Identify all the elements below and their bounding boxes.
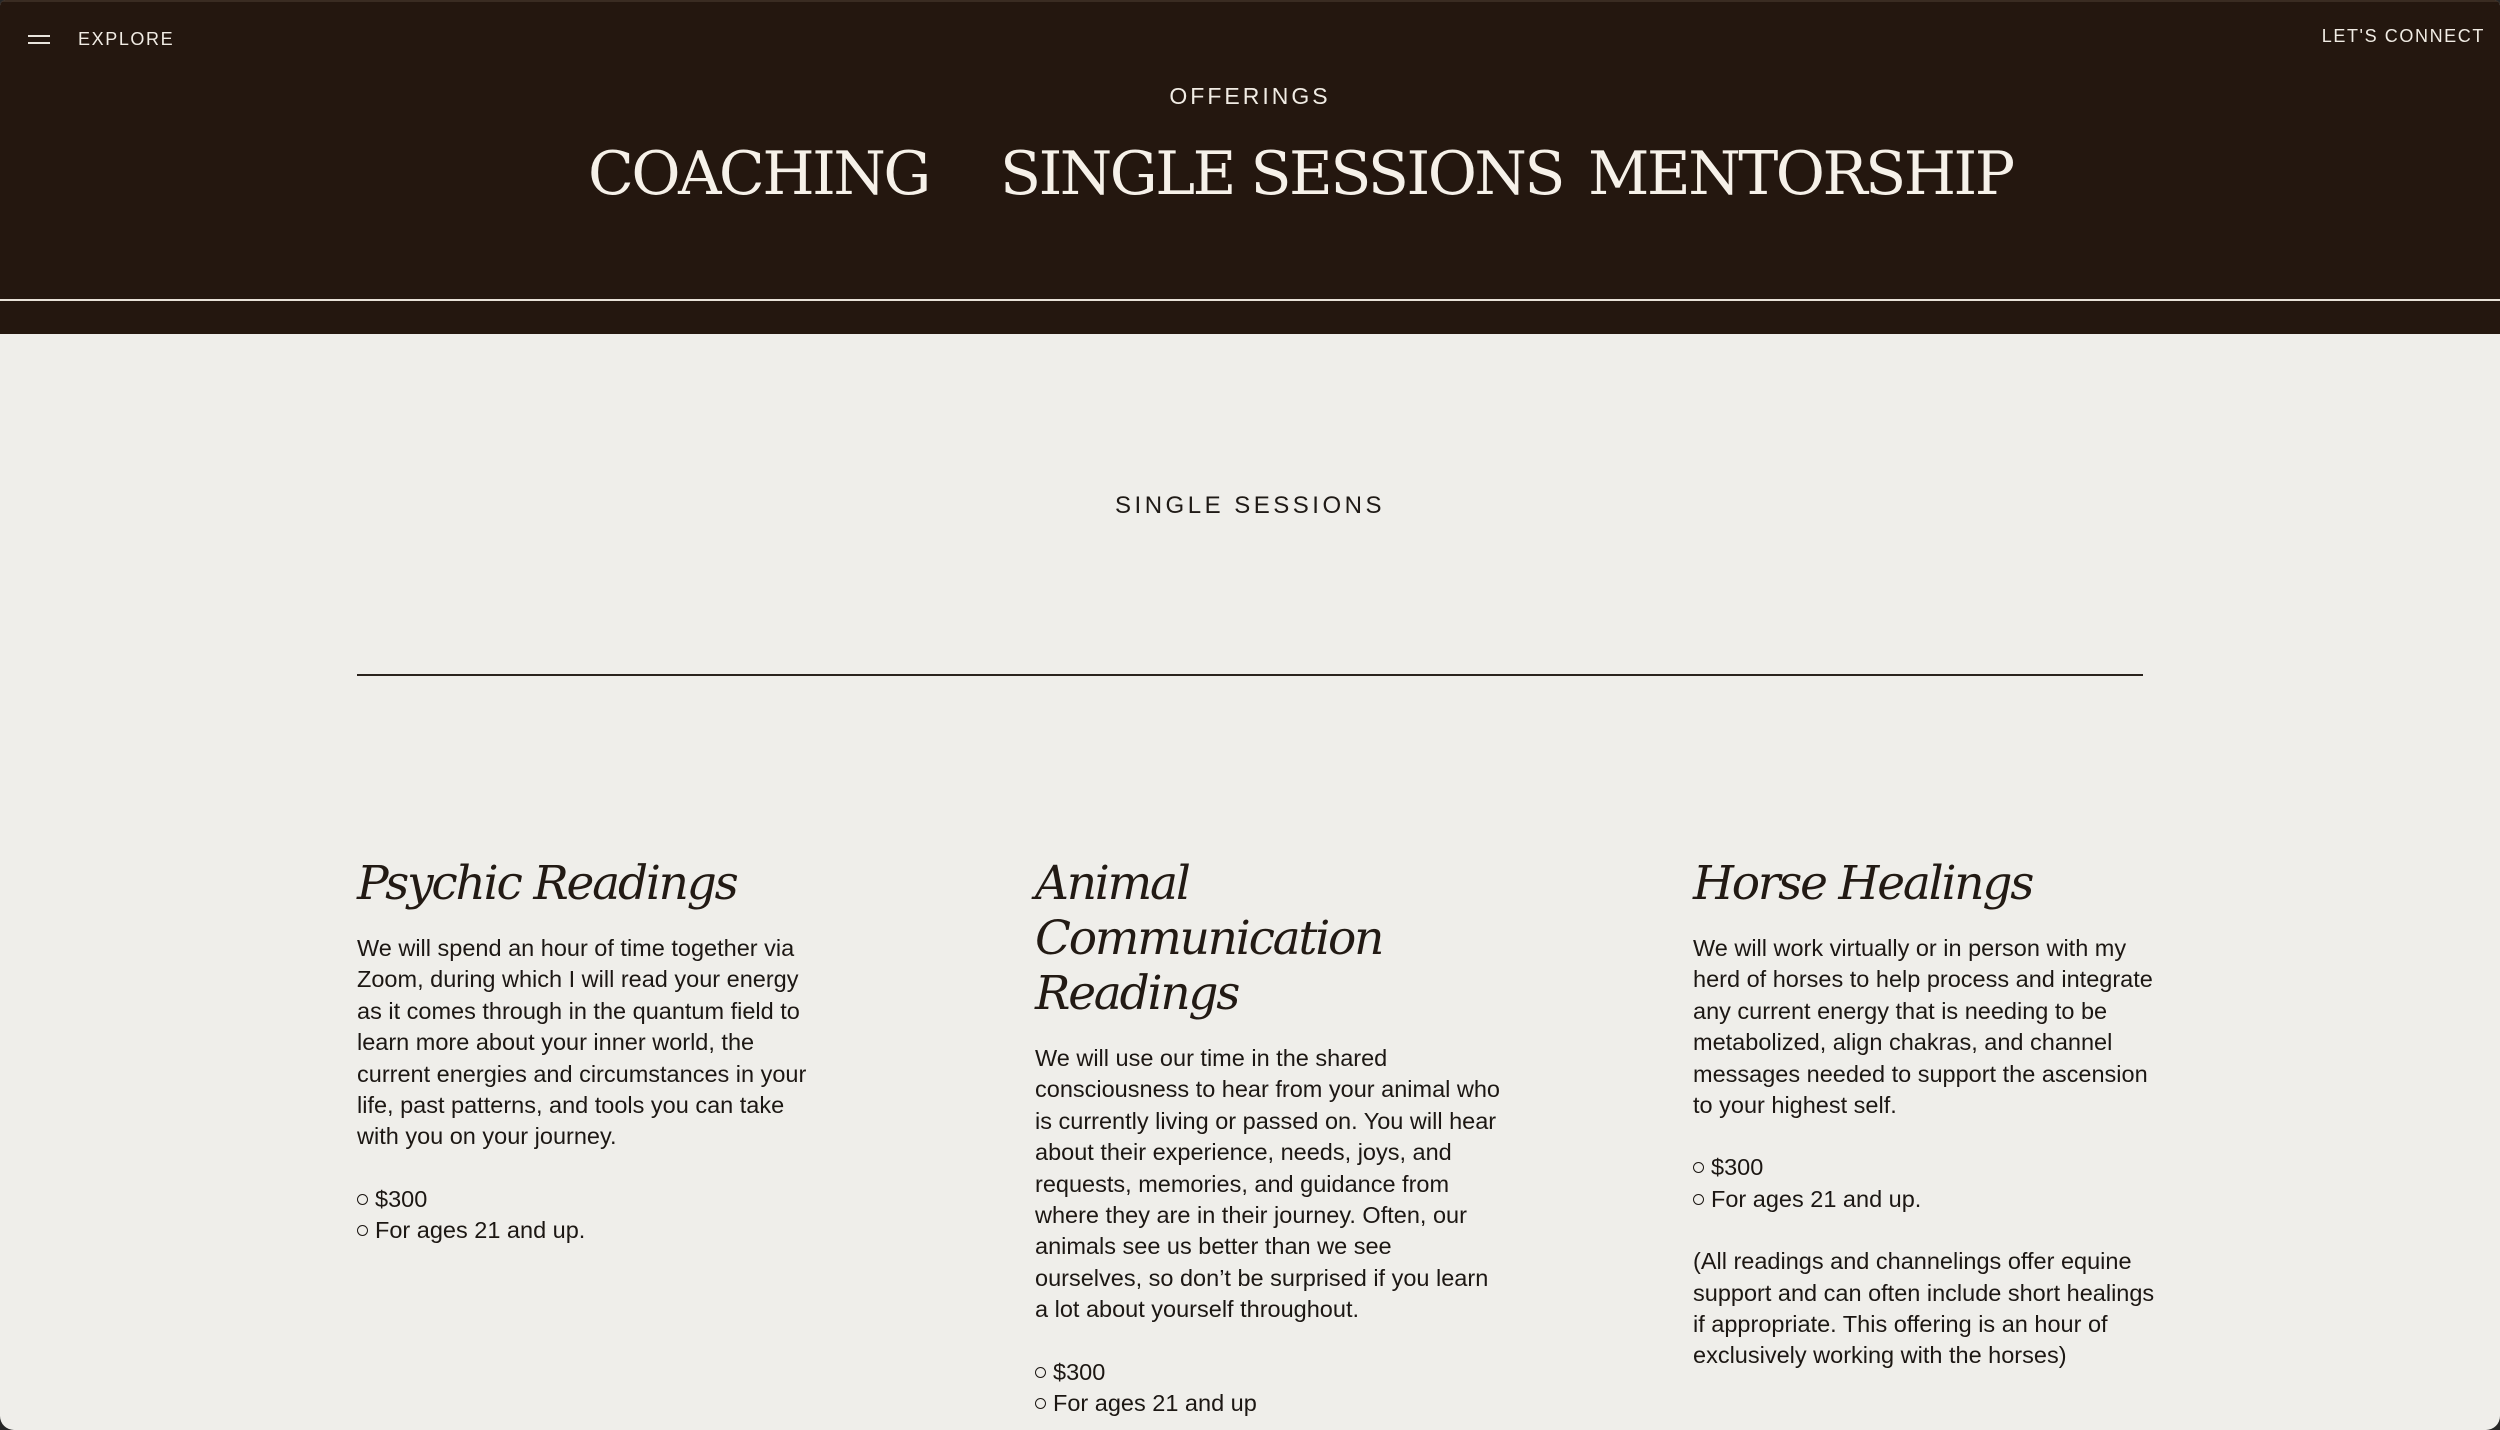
offering-psychic-readings [357, 856, 827, 1247]
offering-details [1693, 1152, 2163, 1215]
hamburger-icon[interactable] [28, 33, 50, 45]
hollow-circle-icon [1035, 1367, 1046, 1378]
section-title: SINGLE SESSIONS [1115, 492, 1385, 519]
header-divider [0, 299, 2500, 301]
age-text: For ages 21 and up. [1711, 1185, 1922, 1212]
price-item [1693, 1152, 2163, 1183]
price-text: $300 [1711, 1154, 1764, 1181]
offering-title: Horse Healings [1693, 856, 2033, 911]
tab-coaching[interactable]: COACHING [588, 139, 929, 209]
offerings-tabs [0, 134, 2500, 214]
offering-details [1035, 1357, 1505, 1420]
age-item [1035, 1388, 1505, 1419]
hollow-circle-icon [1693, 1162, 1704, 1173]
offering-title: Animal Communication Readings [1035, 856, 1383, 1021]
price-text: $300 [375, 1185, 428, 1212]
age-text: For ages 21 and up. [375, 1217, 586, 1244]
offering-description: We will use our time in the shared consciousness to hear from your animal who is currently living or passed on. You will hear about their experience, needs, joys, and requests, memories, and guidance from where they are in their journey. Often, our animals see us better than we see ourselves, so don’t be surprised if you learn a lot about yourself throughout. [1035, 1045, 1500, 1323]
tab-single-sessions[interactable]: SINGLE SESSIONS [1000, 139, 1563, 209]
price-item [357, 1184, 827, 1215]
hollow-circle-icon [357, 1194, 368, 1205]
top-divider [0, 0, 2500, 2]
offering-description: We will spend an hour of time together via Zoom, during which I will read your energy as it comes through in the quantum field to learn more about your inner world, the current energies and circumstances in your life, past patterns, and tools you can take with you on your journey. [357, 935, 807, 1150]
hollow-circle-icon [1035, 1398, 1046, 1409]
offerings-eyebrow: OFFERINGS [1169, 83, 1331, 109]
section-divider [357, 674, 2143, 676]
offering-description: We will work virtually or in person with my herd of horses to help process and integrate any current energy that is needing to be metabolized, align chakras, and channel messages needed to support the ascension to your highest self. [1693, 935, 2153, 1119]
age-text: For ages 21 and up [1053, 1390, 1257, 1417]
explore-menu-button[interactable] [28, 26, 174, 52]
price-text: $300 [1053, 1358, 1106, 1385]
site-header [0, 0, 2500, 334]
age-item [357, 1215, 827, 1246]
explore-label: EXPLORE [78, 28, 175, 49]
price-item [1035, 1357, 1505, 1388]
offering-horse-healings [1693, 856, 2163, 1372]
offering-title: Psychic Readings [357, 856, 737, 911]
hollow-circle-icon [357, 1225, 368, 1236]
tab-mentorship[interactable]: MENTORSHIP [1588, 139, 2013, 209]
offering-details [357, 1184, 827, 1247]
age-item [1693, 1184, 2163, 1215]
lets-connect-link[interactable]: LET'S CONNECT [2321, 26, 2485, 46]
offering-note: (All readings and channelings offer equine support and can often include short healings if appropriate. This offering is an hour of exclusively working with the horses) [1693, 1248, 2155, 1369]
offering-animal-communication [1035, 856, 1505, 1419]
hollow-circle-icon [1693, 1194, 1704, 1205]
